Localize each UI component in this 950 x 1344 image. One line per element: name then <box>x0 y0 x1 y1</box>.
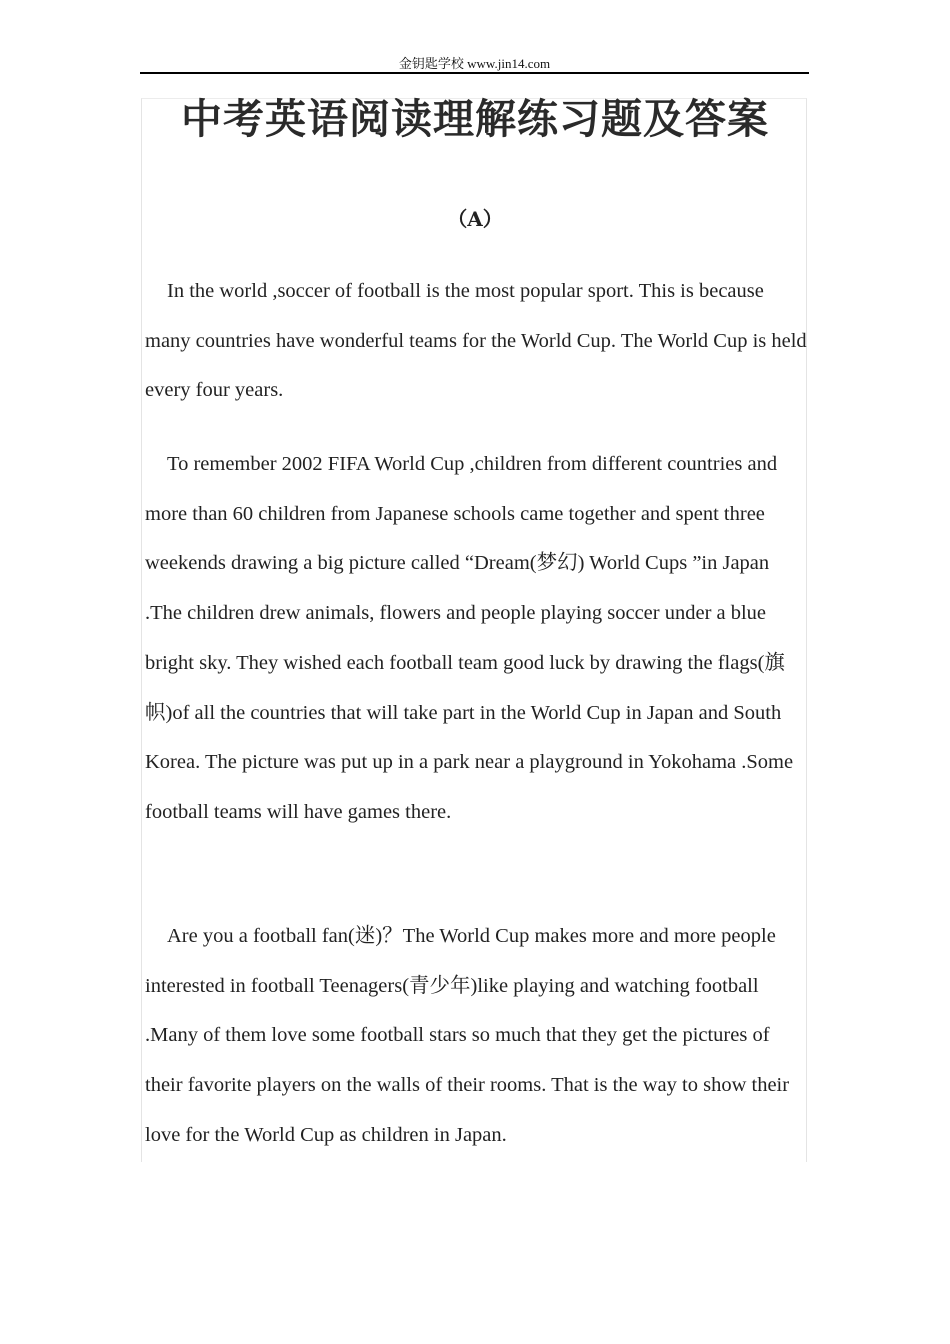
document-title: 中考英语阅读理解练习题及答案 <box>181 95 769 143</box>
header-text: 金钥匙学校 www.jin14.com <box>398 56 551 71</box>
passage-paragraph-2: To remember 2002 FIFA World Cup ,children from different countries and more than 60 children from Japanese schools came together and spent three weekends drawing a big picture called “Dream(梦幻) World Cups ”in Japan .The children drew animals, flowers and people playing soccer under a blue bright sky. They wished each football team good luck by drawing the flags(旗帜)of all the countries that will take part in the World Cup in Japan and South Korea. The picture was put up in a park near a playground in Yokohama .Some football teams will have games there. <box>145 453 794 823</box>
page-header <box>140 56 809 74</box>
passage-paragraph-1: In the world ,soccer of football is the most popular sport. This is because many countries have wonderful teams for the World Cup. The World Cup is held every four years. <box>145 280 807 402</box>
document-content <box>141 95 807 1162</box>
section-label: （A） <box>447 207 503 231</box>
passage-paragraph-3: Are you a football fan(迷)？The World Cup makes more and more people interested in football Teenagers(青少年)like playing and watching football .Many of them love some football stars so much that they get the pictures of their favorite players on the walls of their rooms. That is the way to show their love for the World Cup as children in Japan. <box>145 925 790 1146</box>
